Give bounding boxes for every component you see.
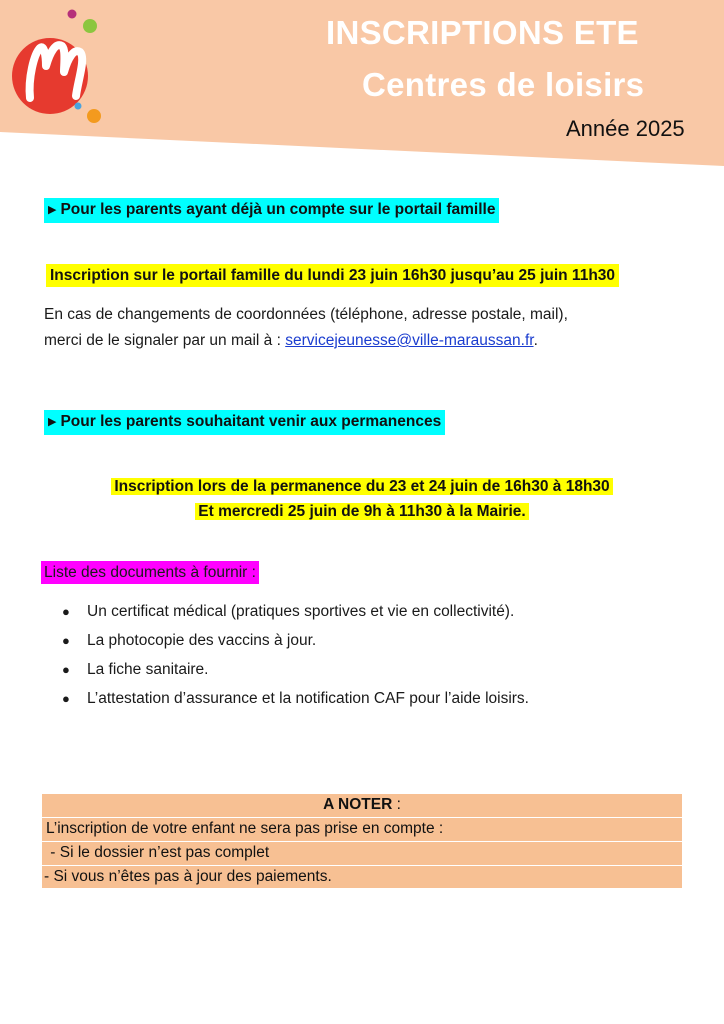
contact-line-1: En cas de changements de coordonnées (téléphone, adresse postale, mail),	[44, 306, 568, 323]
page-subtitle: Centres de loisirs	[362, 66, 645, 103]
note-title-text: A NOTER	[323, 796, 393, 813]
note-line-1: L’inscription de votre enfant ne sera pas prise en compte :	[46, 820, 444, 837]
note-line-3: - Si vous n’êtes pas à jour des paiements.	[44, 868, 332, 885]
contact-paragraph	[44, 302, 568, 354]
list-item-text: Un certificat médical (pratiques sportives et vie en collectivité).	[87, 603, 515, 620]
list-item-text: L’attestation d’assurance et la notification CAF pour l’aide loisirs.	[87, 690, 529, 707]
note-box	[42, 794, 682, 888]
list-item-text: La fiche sanitaire.	[87, 661, 209, 678]
list-item-text: La photocopie des vaccins à jour.	[87, 632, 317, 649]
permanence-line-2: Et mercredi 25 juin de 9h à 11h30 à la Mairie.	[195, 503, 528, 520]
bullet-icon: ●	[62, 662, 70, 677]
bullet-icon: ●	[62, 633, 70, 648]
contact-line-2	[44, 328, 568, 354]
bullet-icon: ●	[62, 604, 70, 619]
email-link[interactable]: servicejeunesse@ville-maraussan.fr	[285, 332, 534, 349]
permanence-line-1: Inscription lors de la permanence du 23 et 24 juin de 16h30 à 18h30	[111, 478, 612, 495]
note-title-suffix: :	[392, 796, 401, 813]
m-logo-icon	[6, 8, 110, 124]
triangle-right-icon: ▶	[48, 416, 57, 428]
list-item	[62, 626, 529, 655]
section-heading-portal-text: Pour les parents ayant déjà un compte sur le portail famille	[60, 201, 496, 218]
contact-line-2-prefix: merci de le signaler par un mail à :	[44, 332, 286, 349]
list-item	[62, 597, 529, 626]
section-heading-permanence-text: Pour les parents souhaitant venir aux permanences	[60, 413, 442, 430]
section-heading-portal	[44, 198, 499, 223]
list-item	[62, 655, 529, 684]
documents-list	[62, 597, 529, 713]
list-item	[62, 684, 529, 713]
bullet-icon: ●	[62, 691, 70, 706]
section-heading-permanence	[44, 410, 445, 435]
year-label: Année 2025	[566, 116, 685, 141]
contact-line-2-suffix: .	[533, 332, 538, 349]
triangle-right-icon: ▶	[48, 204, 57, 216]
page-title: INSCRIPTIONS ETE	[326, 14, 639, 51]
note-title	[42, 794, 682, 816]
documents-label: Liste des documents à fournir :	[41, 561, 259, 584]
permanence-dates-highlight	[0, 474, 724, 524]
note-line-2: - Si le dossier n’est pas complet	[46, 844, 270, 861]
portal-dates-highlight: Inscription sur le portail famille du lundi 23 juin 16h30 jusqu’au 25 juin 11h30	[46, 264, 619, 287]
